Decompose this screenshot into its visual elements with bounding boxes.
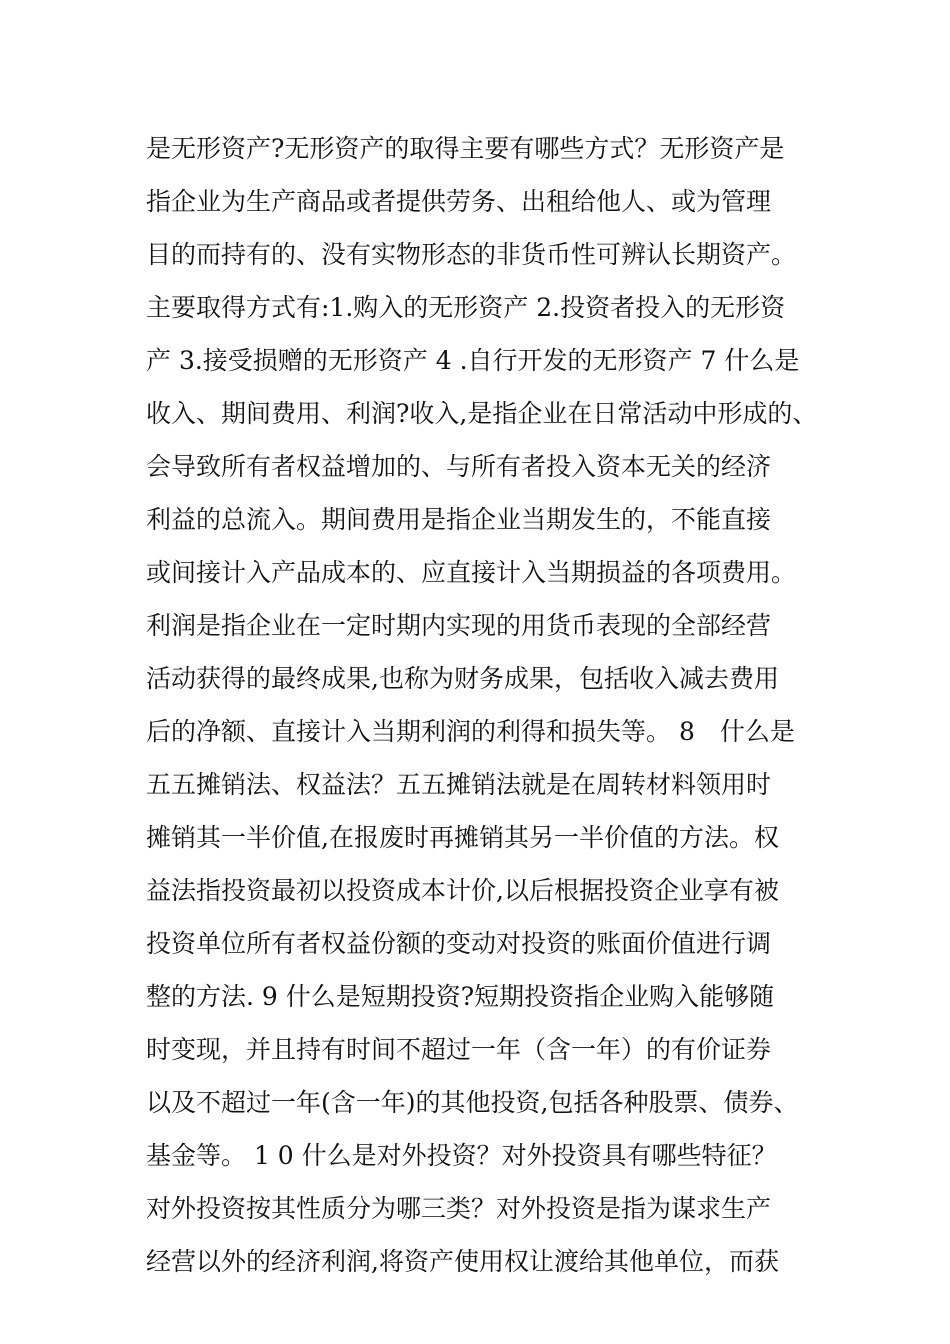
text-line: 整的方法. 9 什么是短期投资?短期投资指企业购入能够随 (146, 982, 775, 1011)
text-line: 益法指投资最初以投资成本计价,以后根据投资企业享有被 (146, 876, 779, 905)
text-line: 五五摊销法、权益法？五五摊销法就是在周转材料领用时 (146, 770, 772, 799)
text-line: 产 3.接受损赠的无形资产 4 .自行开发的无形资产 7 什么是 (146, 346, 800, 375)
text-line: 收入、期间费用、利润?收入,是指企业在日常活动中形成的、 (146, 399, 818, 428)
text-line: 活动获得的最终成果,也称为财务成果，包括收入减去费用 (146, 664, 779, 693)
text-line: 利润是指企业在一定时期内实现的用货币表现的全部经营 (146, 611, 772, 640)
text-line: 以及不超过一年(含一年)的其他投资,包括各种股票、债券、 (146, 1088, 799, 1117)
text-line: 目的而持有的、没有实物形态的非货币性可辨认长期资产。 (146, 240, 797, 269)
text-line: 是无形资产?无形资产的取得主要有哪些方式？无形资产是 (146, 134, 785, 163)
text-line: 后的净额、直接计入当期利润的利得和损失等。 8 什么是 (146, 717, 795, 746)
body-text (146, 128, 866, 1294)
text-line: 主要取得方式有:1.购入的无形资产 2.投资者投入的无形资 (146, 293, 786, 322)
text-line: 会导致所有者权益增加的、与所有者投入资本无关的经济 (146, 452, 772, 481)
text-line: 对外投资按其性质分为哪三类？对外投资是指为谋求生产 (146, 1194, 772, 1223)
text-line: 摊销其一半价值,在报废时再摊销其另一半价值的方法。权 (146, 823, 779, 852)
text-line: 基金等。 1 0 什么是对外投资？对外投资具有哪些特征？ (146, 1141, 777, 1170)
text-line: 投资单位所有者权益份额的变动对投资的账面价值进行调 (146, 929, 772, 958)
text-line: 利益的总流入。期间费用是指企业当期发生的，不能直接 (146, 505, 772, 534)
text-line: 时变现，并且持有时间不超过一年（含一年）的有价证券 (146, 1035, 772, 1064)
text-line: 指企业为生产商品或者提供劳务、出租给他人、或为管理 (146, 187, 772, 216)
text-line: 经营以外的经济利润,将资产使用权让渡给其他单位，而获 (146, 1247, 779, 1276)
text-line: 或间接计入产品成本的、应直接计入当期损益的各项费用。 (146, 558, 797, 587)
